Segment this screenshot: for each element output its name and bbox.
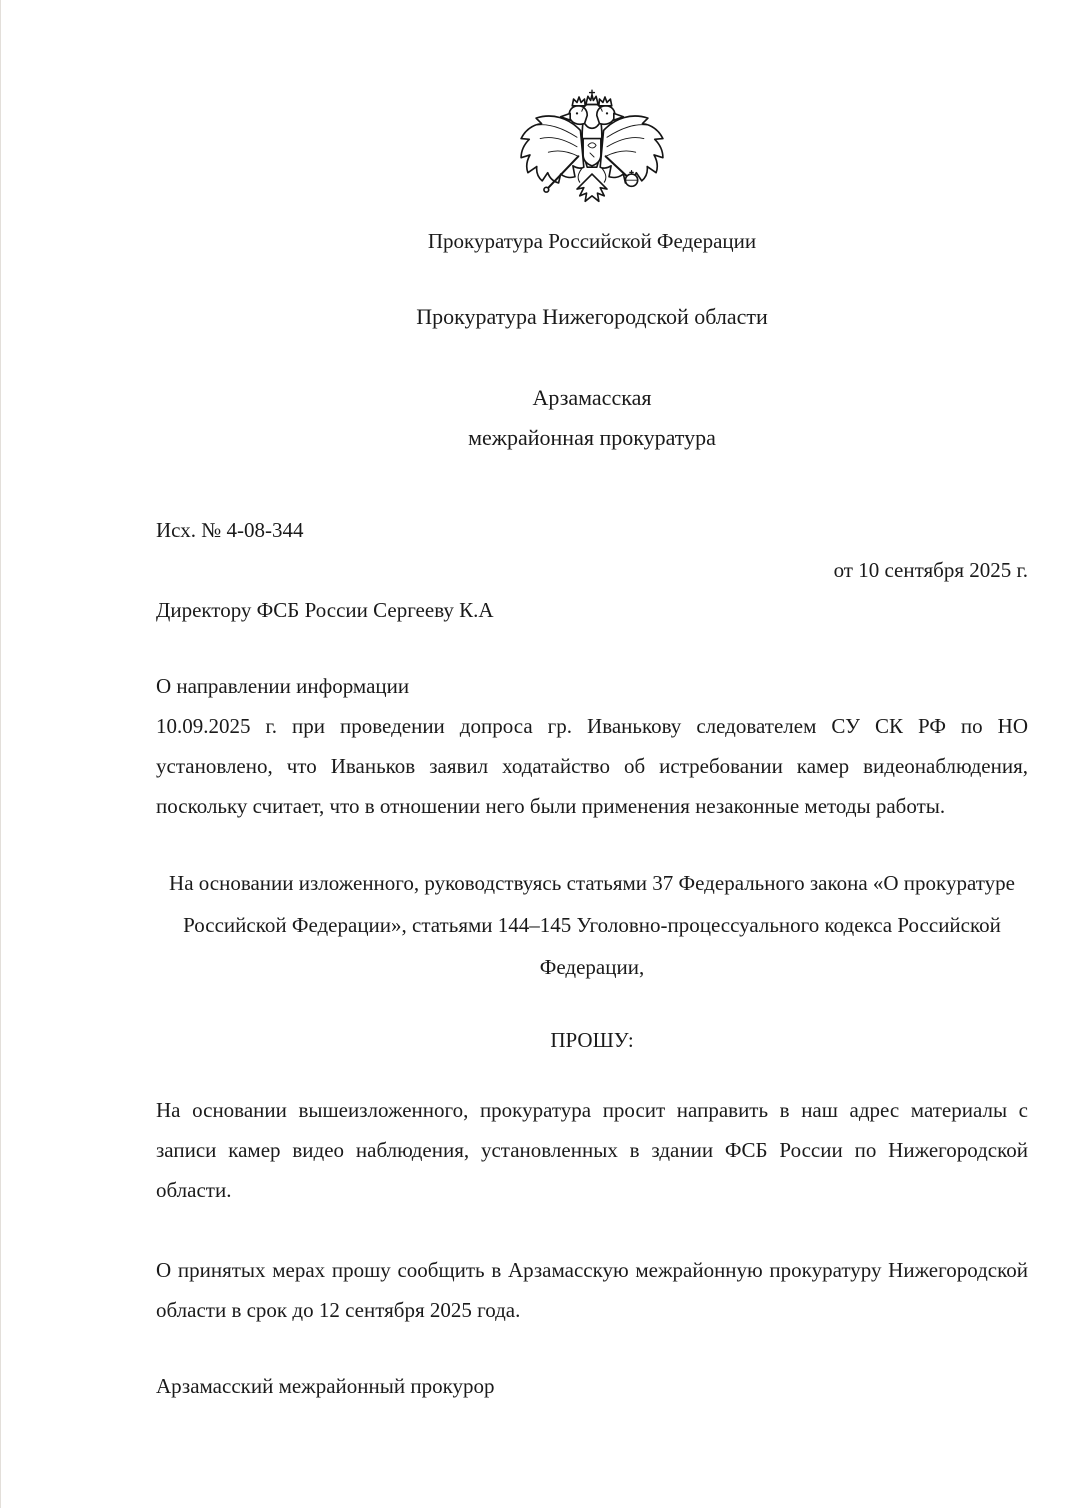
letter-meta: [156, 510, 1028, 630]
org-region-title: Прокуратура Нижегородской области: [416, 304, 768, 329]
addressee-line: Директору ФСБ России Сергееву К.А: [156, 598, 494, 622]
paragraph-deadline: О принятых мерах прошу сообщить в Арзамасскую межрайонную прокуратуру Нижегородской области в срок до 12 сентября 2025 года.: [156, 1258, 1028, 1322]
signature-line: Арзамасский межрайонный прокурор: [156, 1374, 495, 1398]
org-unit-title: [156, 378, 1028, 458]
org-unit-line2: межрайонная прокуратура: [468, 425, 716, 450]
letter-body: [156, 666, 1028, 1406]
outgoing-number: Исх. № 4-08-344: [156, 518, 304, 542]
request-heading: ПРОШУ:: [550, 1028, 634, 1052]
subject-line: О направлении информации: [156, 674, 410, 698]
letter-page: [1, 0, 1080, 1508]
paragraph-legal-basis: На основании изложенного, руководствуясь статьями 37 Федерального закона «О прокуратуре Российской Федерации», статьями 144–145 Уголовно-процессуального кодекса Российской Федерации,: [169, 871, 1015, 979]
paragraph-intro: 10.09.2025 г. при проведении допроса гр. Иванькову следователем СУ СК РФ по НО установлено, что Иваньков заявил ходатайство об истребовании камер видеонаблюдения, поскольку считает, что в отношении него были применения незаконные методы работы.: [156, 714, 1028, 818]
paragraph-request: На основании вышеизложенного, прокуратура просит направить в наш адрес материалы с записи камер видео наблюдения, установленных в здании ФСБ России по Нижегородской области.: [156, 1098, 1028, 1202]
russian-coat-of-arms-icon: [517, 88, 667, 211]
org-federation-title: Прокуратура Российской Федерации: [427, 229, 757, 253]
letterhead: [156, 88, 1028, 458]
letter-date: от 10 сентября 2025 г.: [833, 558, 1028, 582]
org-unit-line1: Арзамасская: [532, 385, 652, 410]
